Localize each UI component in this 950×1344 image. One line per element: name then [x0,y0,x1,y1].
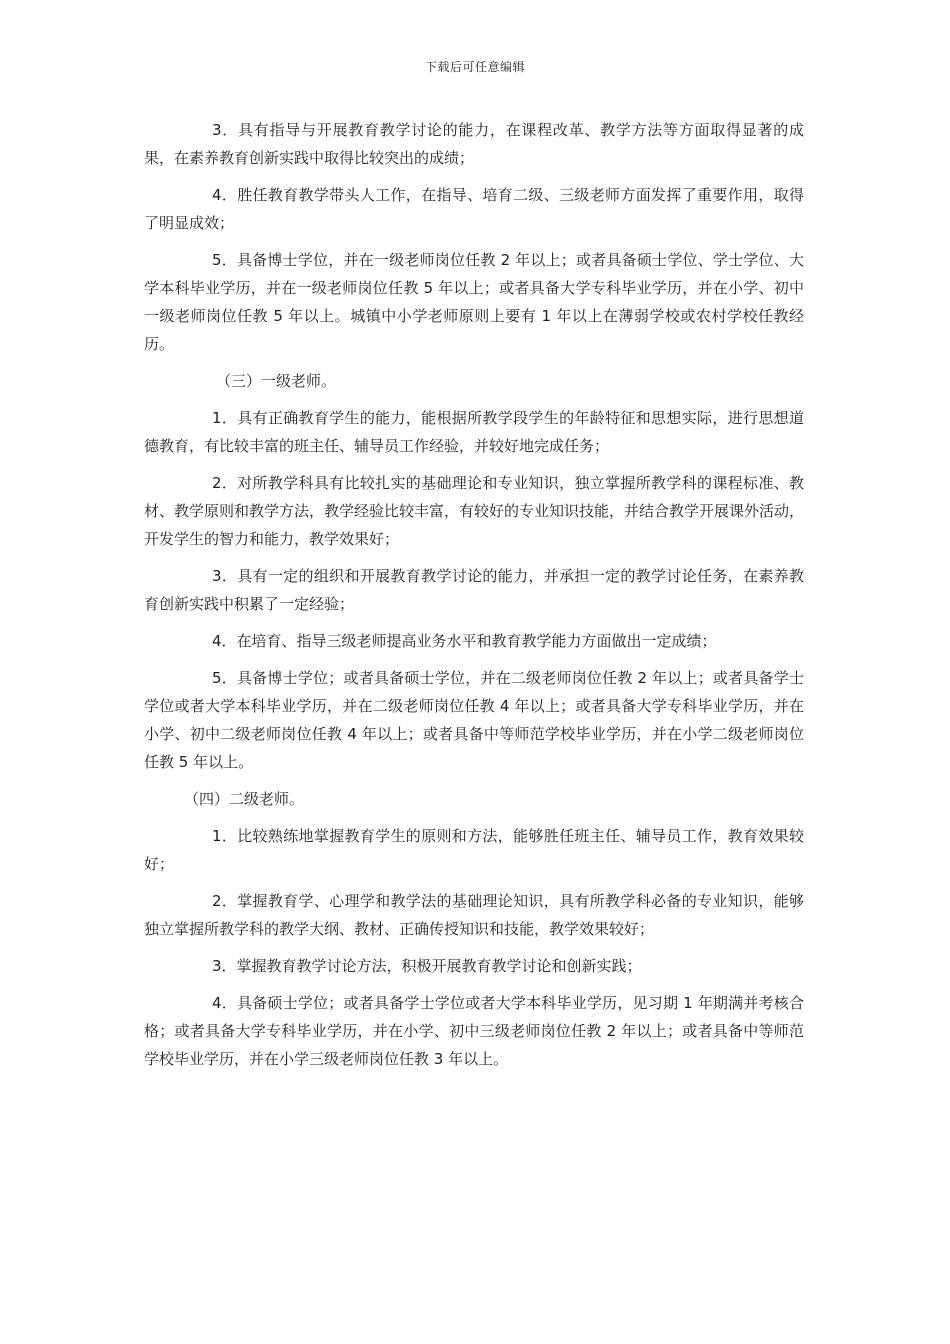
paragraph-item-4-first-level: 4．在培育、指导三级老师提高业务水平和教育教学能力方面做出一定成绩； [212,632,717,650]
paragraph-item-2-first-level: 2．对所教学科具有比较扎实的基础理论和专业知识，独立掌握所教学科的课程标准、教材、教学原则和教学方法，教学经验比较丰富，有较好的专业知识技能，并结合教学开展课外活动，开发学生的智力和能力，教学效果好； [144,474,805,548]
section-heading-first-level-teacher: （三）一级老师。 [216,372,337,390]
paragraph-item-1-first-level: 1．具有正确教育学生的能力，能根据所教学段学生的年龄特征和思想实际，进行思想道德教育，有比较丰富的班主任、辅导员工作经验，并较好地完成任务； [144,409,804,455]
paragraph-item-3-first-level: 3．具有一定的组织和开展教育教学讨论的能力，并承担一定的教学讨论任务，在素养教育创新实践中积累了一定经验； [144,567,804,613]
paragraph-item-5-senior: 5．具备博士学位，并在一级老师岗位任教 2 年以上；或者具备硕士学位、学士学位、大学本科毕业学历，并在一级老师岗位任教 5 年以上；或者具备大学专科毕业学历，并在小学、初中一级老师岗位任教 5 年以上。城镇中小学老师原则上要有 1 年以上在薄弱学校或农村学校任教经历。 [144,251,804,353]
paragraph-item-4-second-level: 4．具备硕士学位；或者具备学士学位或者大学本科毕业学历，见习期 1 年期满并考核合格；或者具备大学专科毕业学历，并在小学、初中三级老师岗位任教 2 年以上；或者具备中等师范学校毕业学历，并在小学三级老师岗位任教 3 年以上。 [144,994,804,1068]
page-header: 下载后可任意编辑 [424,60,525,74]
section-heading-second-level-teacher: （四）二级老师。 [184,790,305,808]
paragraph-item-3-second-level: 3．掌握教育教学讨论方法，积极开展教育教学讨论和创新实践； [212,957,642,975]
paragraph-item-1-second-level: 1．比较熟练地掌握教育学生的原则和方法，能够胜任班主任、辅导员工作，教育效果较好； [144,827,804,873]
document-body [144,116,804,1082]
paragraph-item-3-senior: 3．具有指导与开展教育教学讨论的能力，在课程改革、教学方法等方面取得显著的成果，在素养教育创新实践中取得比较突出的成绩； [144,121,804,167]
paragraph-item-4-senior: 4．胜任教育教学带头人工作，在指导、培育二级、三级老师方面发挥了重要作用，取得了明显成效； [144,186,804,232]
paragraph-item-2-second-level: 2．掌握教育学、心理学和教学法的基础理论知识，具有所教学科必备的专业知识，能够独立掌握所教学科的教学大纲、教材、正确传授知识和技能，教学效果较好； [144,892,804,938]
paragraph-item-5-first-level: 5．具备博士学位；或者具备硕士学位，并在二级老师岗位任教 2 年以上；或者具备学士学位或者大学本科毕业学历，并在二级老师岗位任教 4 年以上；或者具备大学专科毕业学历，并在小学、初中二级老师岗位任教 4 年以上；或者具备中等师范学校毕业学历，并在小学二级老师岗位任教 5 年以上。 [144,669,804,771]
